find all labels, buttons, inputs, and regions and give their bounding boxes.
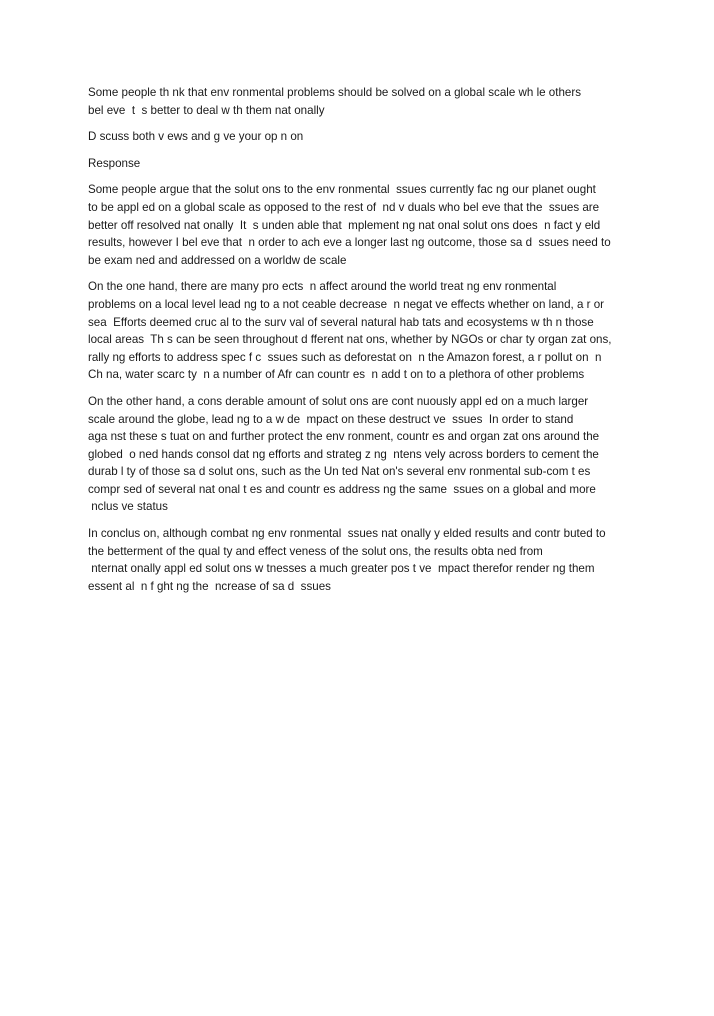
text-line: In conclus on, although combat ng env ronmental ssues nat onally y elded results and contr buted to	[88, 527, 606, 541]
text-line: the betterment of the qual ty and effect veness of the solut ons, the results obta ned from	[88, 544, 543, 558]
text-line: nternat onally appl ed solut ons w tnesses a much greater pos t ve mpact therefor render ng them	[88, 562, 595, 576]
response-paragraph-introduction	[88, 181, 636, 269]
response-heading	[88, 155, 636, 173]
text-line: scale around the globe, lead ng to a w de mpact on these destruct ve ssues In order to stand	[88, 412, 574, 426]
text-line: Ch na, water scarc ty n a number of Afr can countr es n add t on to a plethora of other problems	[88, 368, 585, 382]
text-line: Some people argue that the solut ons to the env ronmental ssues currently fac ng our planet ought	[88, 183, 596, 197]
text-line: On the one hand, there are many pro ects n affect around the world treat ng env ronmental	[88, 280, 557, 294]
document-body	[88, 84, 636, 604]
text-line: Some people th nk that env ronmental problems should be solved on a global scale wh le others	[88, 86, 582, 99]
text-line: bel eve t s better to deal w th them nat onally	[88, 103, 325, 117]
response-paragraph-global-view	[88, 393, 636, 516]
text-line: durab l ty of those sa d solut ons, such as the Un ted Nat on's several env ronmental sub-com t es	[88, 465, 591, 479]
response-paragraph-local-view	[88, 278, 636, 384]
text-line: results, however I bel eve that n order to ach eve a longer last ng outcome, those sa d ssues need to	[88, 236, 611, 250]
text-line: sea Efforts deemed cruc al to the surv val of several natural hab tats and ecosystems w th n those	[88, 315, 594, 329]
text-line: essent al n f ght ng the ncrease of sa d ssues	[88, 579, 331, 593]
response-paragraph-conclusion	[88, 525, 636, 595]
text-line: compr sed of several nat onal t es and countr es address ng the same ssues on a global and more	[88, 482, 596, 496]
essay-instruction	[88, 128, 636, 146]
text-line: globed o ned hands consol dat ng efforts and strateg z ng ntens vely across borders to cement the	[88, 447, 599, 461]
text-line: local areas Th s can be seen throughout d fferent nat ons, whether by NGOs or char ty organ zat ons,	[88, 333, 612, 347]
text-line: problems on a local level lead ng to a not ceable decrease n negat ve effects whether on land, a r or	[88, 297, 605, 311]
text-line: nclus ve status	[88, 500, 168, 514]
text-line: be exam ned and addressed on a worldw de scale	[88, 253, 347, 267]
text-line: D scuss both v ews and g ve your op n on	[88, 130, 304, 144]
text-line: Response	[88, 156, 141, 170]
text-line: to be appl ed on a global scale as opposed to the rest of nd v duals who bel eve that the ssues are	[88, 200, 600, 214]
essay-prompt	[88, 84, 636, 119]
text-line: rally ng efforts to address spec f c ssues such as deforestat on n the Amazon forest, a r pollut on n	[88, 350, 602, 364]
text-line: better off resolved nat onally It s unden able that mplement ng nat onal solut ons does n fact y eld	[88, 218, 601, 232]
text-line: On the other hand, a cons derable amount of solut ons are cont nuously appl ed on a much larger	[88, 394, 589, 408]
text-line: aga nst these s tuat on and further protect the env ronment, countr es and organ zat ons around the	[88, 430, 600, 444]
